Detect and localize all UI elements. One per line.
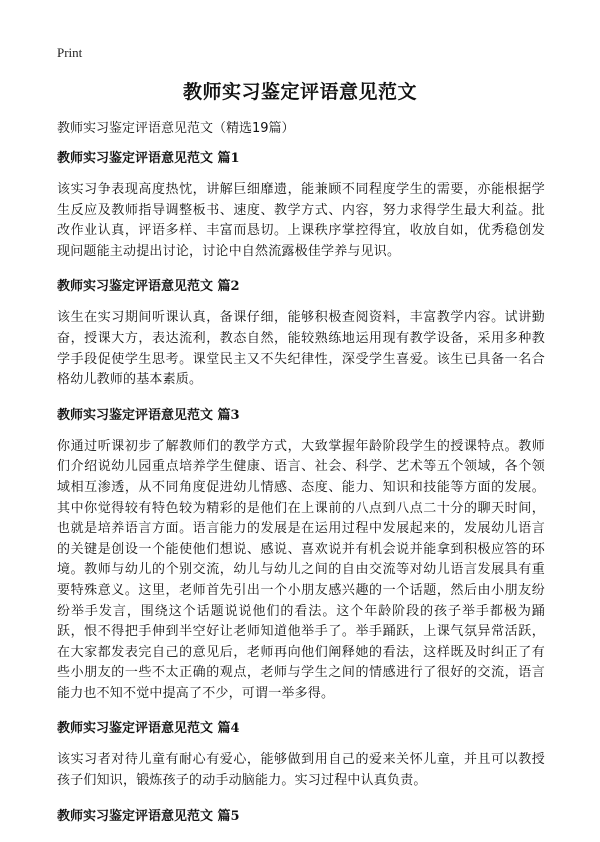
section-heading: 教师实习鉴定评语意见范文 篇3 (57, 407, 240, 423)
section-heading: 教师实习鉴定评语意见范文 篇1 (57, 151, 240, 166)
section-heading: 教师实习鉴定评语意见范文 篇5 (57, 808, 240, 824)
section-body: 该实习者对待儿童有耐心有爱心，能够做到用自己的爱来关怀儿童，并且可以教授孩子们知识，锻炼孩子的动手动脑能力。实习过程中认真负责。 (57, 752, 545, 789)
section-body: 该实习争表现高度热忱，讲解巨细靡遗，能兼顾不同程度学生的需要，亦能根据学生反应及教师指导调整板书、速度、教学方式、内容，努力求得学生最大利益。批改作业认真，评语多样、丰富而恳切。上课秩序掌控得宜，收放自如，优秀稳创发现问题能主动提出讨论，讨论中自然流露极佳学养与见识。 (57, 182, 545, 259)
section-heading: 教师实习鉴定评语意见范文 篇4 (57, 721, 240, 737)
section-body: 该生在实习期间听课认真，备课仔细，能够积极查阅资料，丰富教学内容。试讲勤奋，授课大方，表达流利，教态自然，能较熟练地运用现有教学设备，采用多种教学手段促使学生思考。课堂民主又不失纪律性，深受学生喜爱。该生已具备一名合格幼儿教师的基本素质。 (57, 310, 545, 388)
page-title: 教师实习鉴定评语意见范文 (182, 81, 417, 103)
section-heading: 教师实习鉴定评语意见范文 篇2 (57, 279, 240, 295)
section-5 (57, 806, 545, 828)
section-2 (57, 276, 545, 390)
document-subtitle: 教师实习鉴定评语意见范文（精选19篇） (57, 121, 295, 136)
section-4 (57, 718, 545, 791)
print-link[interactable]: Print (57, 45, 83, 60)
section-3 (57, 405, 545, 705)
section-body: 你通过听课初步了解教师们的教学方式，大致掌握年龄阶段学生的授课特点。教师们介绍说幼儿园重点培养学生健康、语言、社会、科学、艺术等五个领域，各个领域相互渗透，从不同角度促进幼儿情感、态度、能力、知识和技能等方面的发展。其中你觉得较有特色较为精彩的是他们在上课前的八点到八点二十分的聊天时间，也就是培养语言方面。语言能力的发展是在运用过程中发展起来的，发展幼儿语言的关键是创设一个能使他们想说、感说、喜欢说并有机会说并能拿到积极应答的环境。教师与幼儿的个别交流，幼儿与幼儿之间的自由交流等对幼儿语言发展具有重要特殊意义。这里，老师首先引出一个小朋友感兴趣的一个话题，然后由小朋友纷纷举手发言，围绕这个话题说说他们的看法。这个年龄阶段的孩子举手都极为踊跃，恨不得把手伸到半空好让老师知道他举手了。举手踊跃，上课气氛异常活跃，在大家都发表完自己的意见后，老师再向他们阐释她的看法，这样既及时纠正了有些小朋友的一些不太正确的观点，老师与学生之间的情感进行了很好的交流，语言能力也不知不觉中提高了不少，可谓一举多得。 (57, 438, 545, 701)
section-1 (57, 148, 545, 262)
document-content (57, 118, 545, 842)
